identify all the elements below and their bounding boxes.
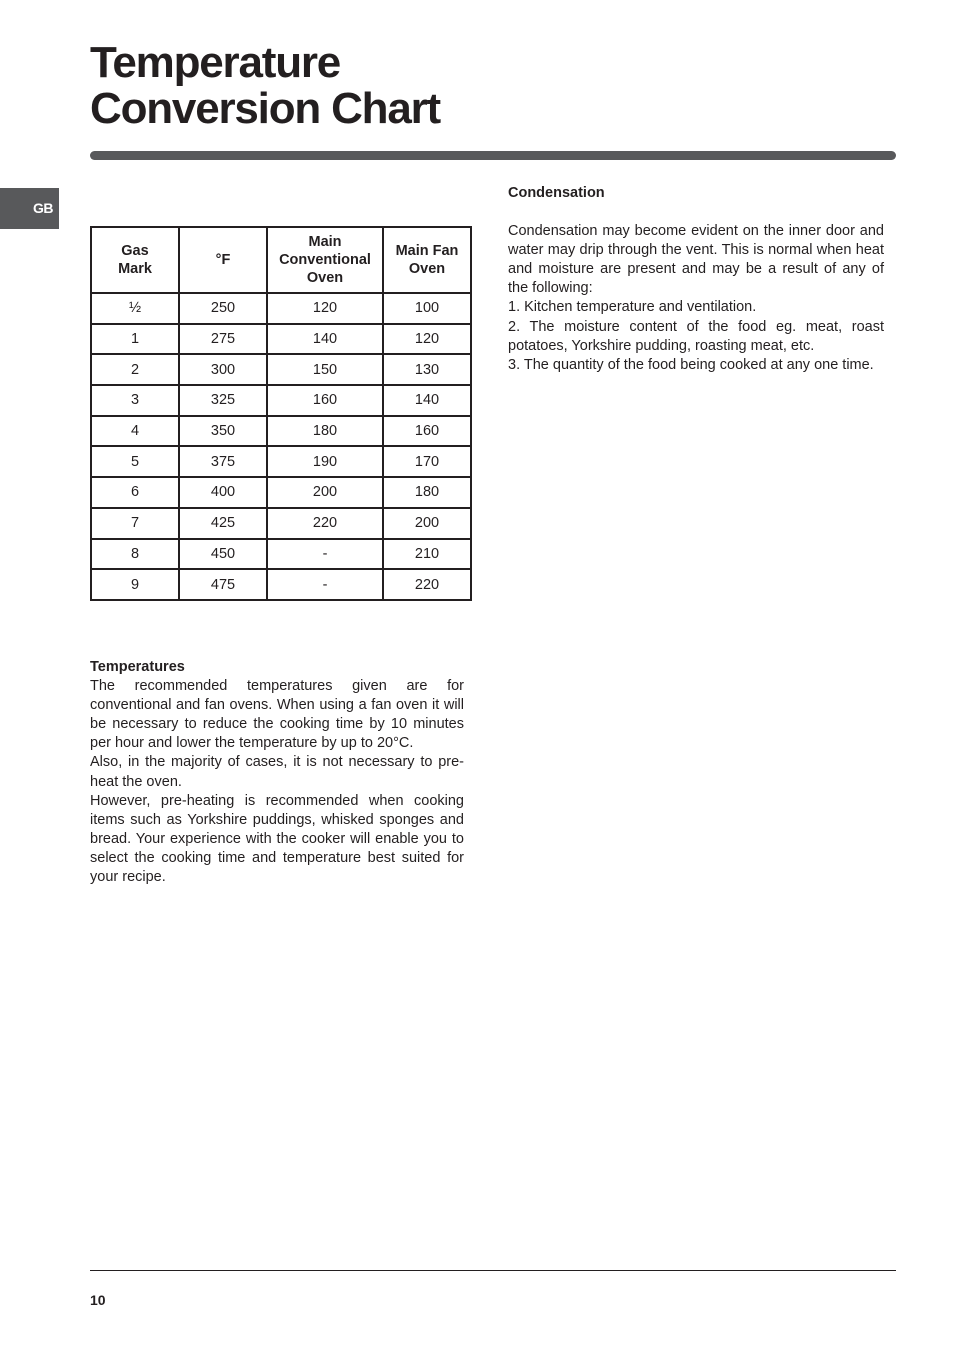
table-cell: 150 [267, 354, 383, 385]
table-cell: 180 [383, 477, 471, 508]
temperatures-heading: Temperatures [90, 659, 185, 675]
table-cell: 400 [179, 477, 267, 508]
condensation-list-item: 3. The quantity of the food being cooked at any one time. [508, 356, 874, 373]
table-cell: 6 [91, 477, 179, 508]
table-cell: 325 [179, 385, 267, 416]
footer-divider [90, 1270, 896, 1271]
condensation-list-item: 1. Kitchen temperature and ventilation. [508, 299, 757, 316]
table-row [91, 354, 471, 385]
table-cell: 220 [267, 508, 383, 539]
condensation-heading: Condensation [508, 185, 605, 201]
table-cell: 1 [91, 324, 179, 355]
header-conventional-label: Main Conventional Oven [279, 234, 371, 286]
temperatures-paragraph: However, pre-heating is recommended when cooking items such as Yorkshire puddings, whisked sponges and bread. Your experience with the cooker will enable you to select the cooking time and temperature best suited for your recipe. [90, 792, 464, 886]
table-row [91, 569, 471, 600]
header-gas-mark [91, 227, 179, 293]
header-gas-mark-label: Gas Mark [118, 243, 152, 277]
page-number: 10 [90, 1292, 106, 1308]
table-cell: 275 [179, 324, 267, 355]
table-header-row [91, 227, 471, 293]
table-cell: 190 [267, 446, 383, 477]
header-main-conventional-oven [267, 227, 383, 293]
table-cell: 8 [91, 539, 179, 570]
table-cell: 300 [179, 354, 267, 385]
table-cell: 120 [383, 324, 471, 355]
table-cell: 180 [267, 416, 383, 447]
table-cell: 210 [383, 539, 471, 570]
table-row [91, 508, 471, 539]
table-cell: 170 [383, 446, 471, 477]
page-title-line-1: Temperature [90, 38, 341, 87]
header-main-fan-oven [383, 227, 471, 293]
table-cell: 200 [383, 508, 471, 539]
temperature-conversion-table [90, 226, 472, 601]
table-row [91, 293, 471, 324]
page-title [90, 40, 440, 132]
table-cell: 160 [267, 385, 383, 416]
table-row [91, 324, 471, 355]
table-cell: 450 [179, 539, 267, 570]
table-row [91, 477, 471, 508]
table-cell: - [267, 569, 383, 600]
table-cell: 3 [91, 385, 179, 416]
table-row [91, 446, 471, 477]
table-cell: 140 [267, 324, 383, 355]
table-cell: 130 [383, 354, 471, 385]
table-cell: 140 [383, 385, 471, 416]
table-cell: 100 [383, 293, 471, 324]
table-cell: 5 [91, 446, 179, 477]
table-cell: ½ [91, 293, 179, 324]
table-cell: - [267, 539, 383, 570]
table-cell: 2 [91, 354, 179, 385]
condensation-list-item: 2. The moisture content of the food eg. meat, roast potatoes, Yorkshire pudding, roasting meat, etc. [508, 318, 884, 354]
temperatures-section [90, 658, 464, 887]
table-cell: 250 [179, 293, 267, 324]
table-row [91, 385, 471, 416]
header-fan-label: Main Fan Oven [395, 243, 459, 277]
temperatures-paragraph: The recommended temperatures given are for conventional and fan ovens. When using a fan oven it will be necessary to reduce the cooking time by 10 minutes per hour and lower the temperature by up to 20°C. [90, 678, 464, 752]
table-cell: 9 [91, 569, 179, 600]
page-title-line-2: Conversion Chart [90, 84, 440, 133]
title-divider [90, 151, 896, 160]
table-cell: 160 [383, 416, 471, 447]
table-row [91, 539, 471, 570]
table-cell: 7 [91, 508, 179, 539]
table-cell: 4 [91, 416, 179, 447]
table-cell: 120 [267, 293, 383, 324]
table-cell: 425 [179, 508, 267, 539]
table-cell: 350 [179, 416, 267, 447]
language-tab: GB [0, 188, 59, 229]
table-cell: 200 [267, 477, 383, 508]
table-cell: 475 [179, 569, 267, 600]
table-row [91, 416, 471, 447]
temperatures-paragraph: Also, in the majority of cases, it is not necessary to pre-heat the oven. [90, 754, 464, 790]
table-cell: 375 [179, 446, 267, 477]
table-cell: 220 [383, 569, 471, 600]
header-fahrenheit [179, 227, 267, 293]
condensation-section [508, 184, 884, 375]
condensation-paragraph: Condensation may become evident on the inner door and water may drip through the vent. This is normal when heat and moisture are present and may be a result of any of the following: [508, 223, 884, 297]
header-fahrenheit-label: °F [215, 252, 231, 268]
